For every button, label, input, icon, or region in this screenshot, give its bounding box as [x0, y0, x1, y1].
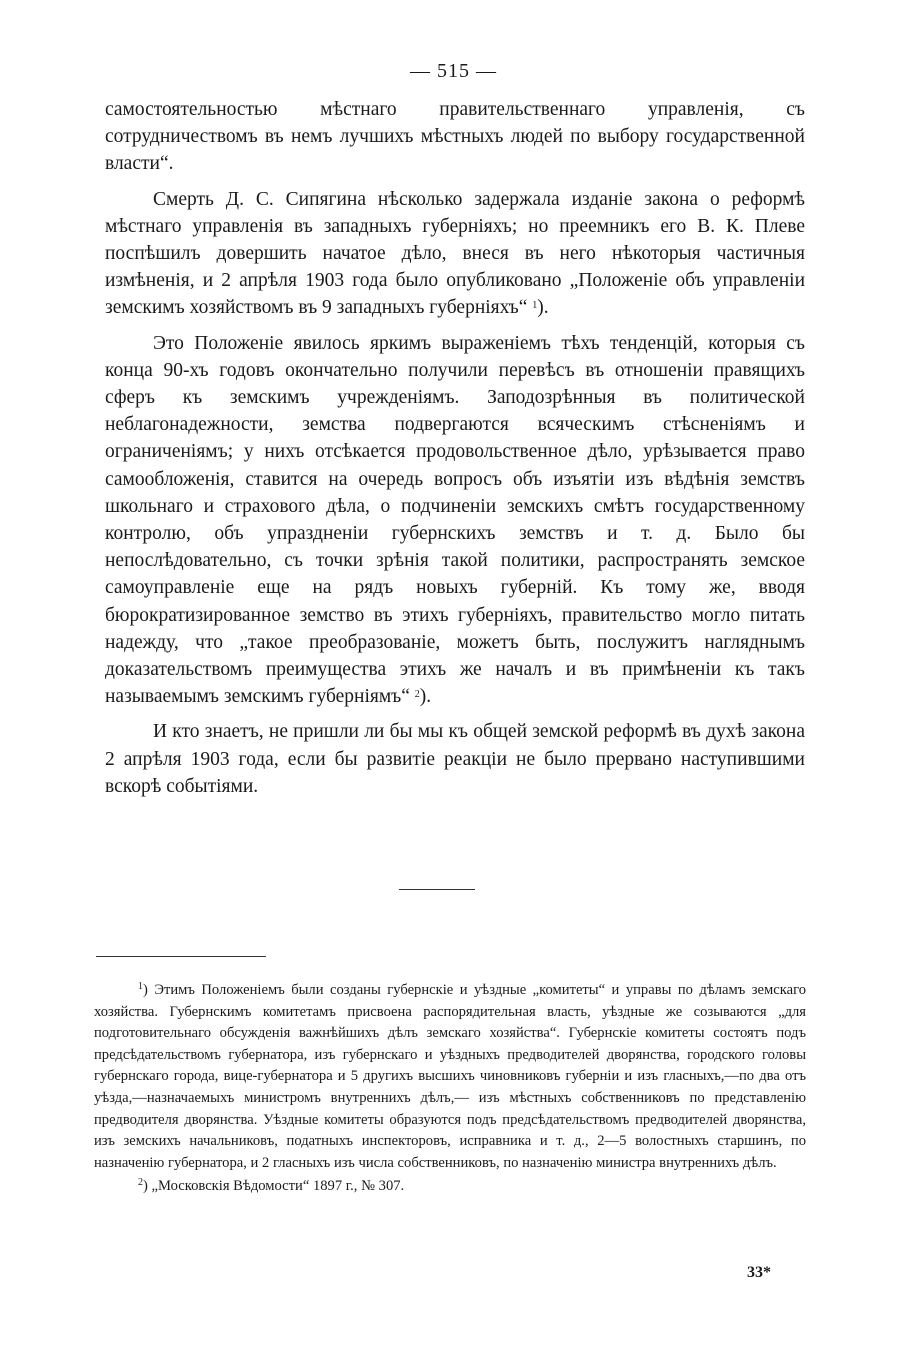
footnote-2: $^2$) „Московскія Вѣдомости“ 1897 г., № 307. [138, 1177, 405, 1195]
paragraph-3: Это Положеніе явилось яркимъ выраженіемъ тѣхъ тенденцій, которыя съ конца 90-хъ годовъ окончательно получили перевѣсъ въ отношеніи правящихъ сферъ къ земскимъ учрежденіямъ. Заподозрѣнныя въ политической неблагонадежности, земства подвергаются всяческимъ стѣсненіямъ и ограниченіямъ; у нихъ отсѣкается продовольственное дѣло, урѣзывается право самообложенія, ставится на очередь вопросъ объ изъятіи изъ вѣдѣнія земствъ школьнаго и страхового дѣла, о подчиненіи земскихъ смѣтъ государственному контролю, объ упраздненіи губернскихъ земствъ и т. д. Было бы непослѣдовательно, съ точки зрѣнія такой политики, распространять земское самоуправленіе еще на рядъ новыхъ губерній. Къ тому же, вводя бюрократизированное земство въ этихъ губерніяхъ, правительство могло питать надежду, что „такое преобразованіе, можетъ быть, послужитъ нагляднымъ доказательствомъ преимущества этихъ же началъ и въ примѣненіи къ такъ называемымъ земскимъ губерніямъ“ $^2$). [105, 332, 805, 708]
footnotes [94, 980, 806, 1198]
paragraph-1: самостоятельностью мѣстнаго правительственнаго управленія, съ сотрудничествомъ въ немъ лучшихъ мѣстныхъ людей по выбору государственной власти“. [105, 99, 805, 175]
main-text [105, 96, 805, 800]
footnote-ref-1[interactable]: 1 [532, 300, 538, 312]
footnote-ref-2[interactable]: 2 [414, 689, 420, 701]
section-divider [399, 889, 475, 890]
paragraph-4: И кто знаетъ, не пришли ли бы мы къ общей земской реформѣ въ духѣ закона 2 апрѣля 1903 года, если бы развитіе реакціи не было прервано наступившими вскорѣ событіями. [105, 721, 805, 797]
footnote-1: $^1$) Этимъ Положеніемъ были созданы губернскіе и уѣздные „комитеты“ и управы по дѣламъ земскаго хозяйства. Губернскимъ комитетамъ присвоена распорядительная власть, уѣздные же созываются „для подготовительнаго обсужденія важнѣйшихъ дѣлъ земскаго хозяйства“. Губернскіе комитеты состоятъ подъ предсѣдательствомъ губернатора, изъ губернскаго и уѣздныхъ предводителей дворянства, городского головы губернскаго города, вице-губернатора и 5 другихъ высшихъ чиновниковъ губерніи и изъ гласныхъ,—по два отъ уѣзда,—назначаемыхъ министромъ внутреннихъ дѣлъ,— изъ мѣстныхъ собственниковъ по представленію предводителя дворянства. Уѣздные комитеты образуются подъ предсѣдательствомъ предводителей дворянства, изъ земскихъ начальниковъ, податныхъ инспекторовъ, исправника и т. д., 2—5 волостныхъ старшинъ, по назначенію губернатора, и 2 гласныхъ изъ числа собственниковъ, по назначенію министра внутреннихъ дѣлъ. [94, 981, 806, 1171]
page-number: — 515 — [410, 60, 497, 82]
paragraph-2: Смерть Д. С. Сипягина нѣсколько задержала изданіе закона о реформѣ мѣстнаго управленія въ западныхъ губерніяхъ; но преемникъ его В. К. Плеве поспѣшилъ довершить начатое дѣло, внеся въ него нѣкоторыя частичныя измѣненія, и 2 апрѣля 1903 года было опубликовано „Положеніе объ управленіи земскимъ хозяйствомъ въ 9 западныхъ губерніяхъ“ $^1$). [105, 188, 805, 319]
signature-mark: 33* [747, 1264, 771, 1281]
footnote-divider [96, 956, 266, 957]
